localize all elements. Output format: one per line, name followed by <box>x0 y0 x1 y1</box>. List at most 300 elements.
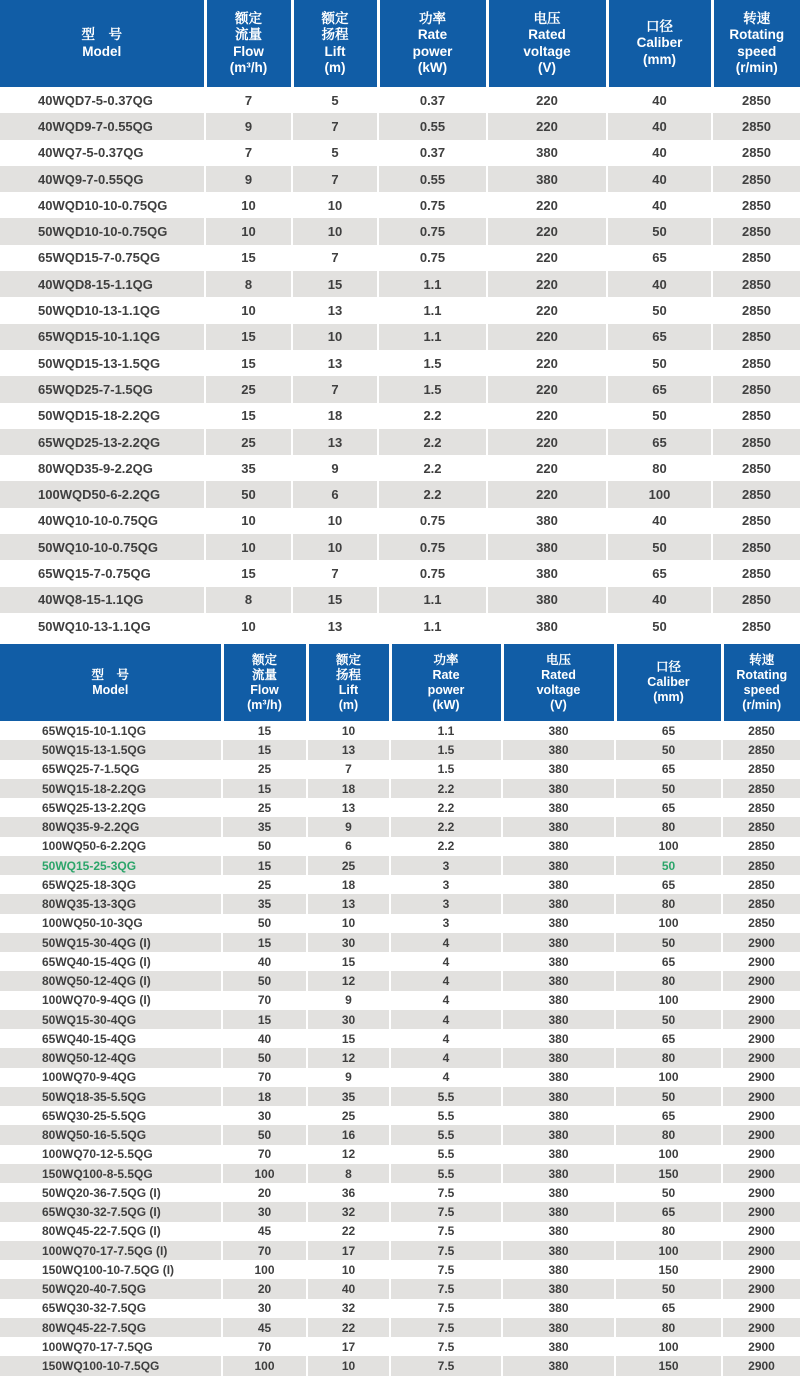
table-row <box>0 1183 800 1202</box>
model-cell: 80WQ45-22-7.5QG <box>42 1320 147 1335</box>
table-row <box>0 376 800 402</box>
power-cell: 7.5 <box>390 1202 502 1221</box>
caliber-cell: 100 <box>615 1145 722 1164</box>
model-cell: 40WQD10-10-0.75QG <box>38 197 168 213</box>
flow-cell: 50 <box>222 1125 307 1144</box>
model-cell: 100WQ70-12-5.5QG <box>42 1147 153 1162</box>
caliber-cell: 100 <box>615 914 722 933</box>
caliber-cell: 100 <box>607 481 712 507</box>
model-cell: 80WQ50-12-4QG <box>42 1051 137 1066</box>
lift-cell: 7 <box>292 560 378 586</box>
caliber-cell: 50 <box>615 1010 722 1029</box>
flow-cell: 8 <box>205 587 292 613</box>
caliber-cell: 80 <box>615 1125 722 1144</box>
model-cell: 100WQ70-17-7.5QG (I) <box>42 1243 168 1258</box>
caliber-cell: 80 <box>615 1048 722 1067</box>
voltage-cell: 380 <box>502 952 615 971</box>
table-row <box>0 1106 800 1125</box>
model-cell: 40WQ10-10-0.75QG <box>38 513 158 529</box>
power-cell: 1.5 <box>390 760 502 779</box>
voltage-cell: 380 <box>502 1048 615 1067</box>
voltage-cell: 380 <box>487 587 607 613</box>
table-row <box>0 218 800 244</box>
speed-cell: 2850 <box>722 914 800 933</box>
flow-cell: 45 <box>222 1222 307 1241</box>
speed-cell: 2850 <box>722 740 800 759</box>
column-header-power: 功率 Rate power (kW) <box>390 644 502 721</box>
flow-cell: 100 <box>222 1356 307 1375</box>
caliber-cell: 65 <box>615 1029 722 1048</box>
power-cell: 1.5 <box>378 376 487 402</box>
lift-cell: 13 <box>292 297 378 323</box>
table-row <box>0 1279 800 1298</box>
model-cell: 50WQ18-35-5.5QG <box>42 1089 147 1104</box>
lift-cell: 16 <box>307 1125 390 1144</box>
table-row <box>0 817 800 836</box>
model-cell: 100WQ50-10-3QG <box>42 916 143 931</box>
flow-cell: 25 <box>205 376 292 402</box>
lift-cell: 8 <box>307 1164 390 1183</box>
lift-cell: 10 <box>292 192 378 218</box>
model-cell: 50WQD15-13-1.5QG <box>38 355 161 371</box>
speed-cell: 2850 <box>722 779 800 798</box>
lift-cell: 5 <box>292 87 378 113</box>
flow-cell: 50 <box>222 914 307 933</box>
spec-table-1 <box>0 0 800 639</box>
speed-cell: 2850 <box>712 350 800 376</box>
flow-cell: 30 <box>222 1299 307 1318</box>
lift-cell: 10 <box>307 1356 390 1375</box>
caliber-cell: 65 <box>615 1299 722 1318</box>
speed-cell: 2900 <box>722 1356 800 1375</box>
table-row <box>0 875 800 894</box>
speed-cell: 2850 <box>722 798 800 817</box>
voltage-cell: 380 <box>502 1183 615 1202</box>
power-cell: 7.5 <box>390 1299 502 1318</box>
model-cell: 65WQ15-7-0.75QG <box>38 565 151 581</box>
lift-cell: 12 <box>307 1048 390 1067</box>
caliber-cell: 150 <box>615 1260 722 1279</box>
model-cell: 50WQ10-10-0.75QG <box>38 539 158 555</box>
speed-cell: 2900 <box>722 1125 800 1144</box>
caliber-cell: 65 <box>615 875 722 894</box>
power-cell: 2.2 <box>378 429 487 455</box>
voltage-cell: 380 <box>487 140 607 166</box>
table-row <box>0 87 800 113</box>
power-cell: 7.5 <box>390 1183 502 1202</box>
flow-cell: 70 <box>222 991 307 1010</box>
voltage-cell: 220 <box>487 429 607 455</box>
model-cell: 40WQD7-5-0.37QG <box>38 92 153 108</box>
table-row <box>0 894 800 913</box>
lift-cell: 15 <box>307 952 390 971</box>
speed-cell: 2900 <box>722 1010 800 1029</box>
power-cell: 1.5 <box>390 740 502 759</box>
model-cell: 50WQ15-13-1.5QG <box>42 743 147 758</box>
table-row <box>0 324 800 350</box>
model-cell: 65WQ30-32-7.5QG <box>42 1301 147 1316</box>
model-cell: 100WQD50-6-2.2QG <box>38 487 161 503</box>
power-cell: 4 <box>390 1029 502 1048</box>
model-cell: 80WQ35-9-2.2QG <box>42 820 140 835</box>
spec-table-2 <box>0 644 800 1376</box>
lift-cell: 15 <box>292 587 378 613</box>
column-header-model: 型 号 Model <box>0 0 205 87</box>
table-row <box>0 587 800 613</box>
lift-cell: 9 <box>292 455 378 481</box>
lift-cell: 12 <box>307 971 390 990</box>
table-row <box>0 740 800 759</box>
voltage-cell: 380 <box>487 534 607 560</box>
caliber-cell: 65 <box>607 560 712 586</box>
caliber-cell: 50 <box>615 933 722 952</box>
caliber-cell: 50 <box>615 1279 722 1298</box>
voltage-cell: 380 <box>502 1241 615 1260</box>
power-cell: 2.2 <box>390 837 502 856</box>
caliber-cell: 40 <box>607 192 712 218</box>
column-header-flow: 额定 流量 Flow (m³/h) <box>205 0 292 87</box>
table-row <box>0 455 800 481</box>
table-row <box>0 1241 800 1260</box>
column-header-power: 功率 Rate power (kW) <box>378 0 487 87</box>
flow-cell: 10 <box>205 218 292 244</box>
voltage-cell: 380 <box>502 1222 615 1241</box>
caliber-cell: 65 <box>607 429 712 455</box>
power-cell: 2.2 <box>390 798 502 817</box>
caliber-cell: 80 <box>615 894 722 913</box>
power-cell: 2.2 <box>378 455 487 481</box>
speed-cell: 2850 <box>722 894 800 913</box>
caliber-cell: 150 <box>615 1356 722 1375</box>
caliber-cell: 65 <box>615 1106 722 1125</box>
speed-cell: 2850 <box>712 113 800 139</box>
table-row <box>0 991 800 1010</box>
speed-cell: 2900 <box>722 1048 800 1067</box>
voltage-cell: 380 <box>502 1356 615 1375</box>
voltage-cell: 380 <box>502 740 615 759</box>
lift-cell: 9 <box>307 1068 390 1087</box>
lift-cell: 25 <box>307 1106 390 1125</box>
flow-cell: 10 <box>205 192 292 218</box>
power-cell: 2.2 <box>390 817 502 836</box>
voltage-cell: 380 <box>502 1087 615 1106</box>
model-cell: 65WQ15-10-1.1QG <box>42 723 147 738</box>
model-cell: 150WQ100-10-7.5QG (I) <box>42 1262 175 1277</box>
power-cell: 4 <box>390 933 502 952</box>
caliber-cell: 40 <box>607 140 712 166</box>
flow-cell: 35 <box>205 455 292 481</box>
model-cell: 80WQ50-16-5.5QG <box>42 1128 147 1143</box>
lift-cell: 13 <box>292 429 378 455</box>
power-cell: 1.5 <box>378 350 487 376</box>
flow-cell: 10 <box>205 534 292 560</box>
model-cell: 50WQ20-40-7.5QG <box>42 1282 147 1297</box>
lift-cell: 7 <box>307 760 390 779</box>
table-row <box>0 166 800 192</box>
model-cell: 80WQ35-13-3QG <box>42 897 137 912</box>
flow-cell: 45 <box>222 1318 307 1337</box>
lift-cell: 10 <box>307 1260 390 1279</box>
caliber-cell: 50 <box>615 1183 722 1202</box>
speed-cell: 2850 <box>722 875 800 894</box>
caliber-cell: 50 <box>607 350 712 376</box>
lift-cell: 25 <box>307 856 390 875</box>
speed-cell: 2850 <box>712 560 800 586</box>
power-cell: 4 <box>390 1048 502 1067</box>
power-cell: 3 <box>390 894 502 913</box>
flow-cell: 10 <box>205 297 292 323</box>
table-row <box>0 271 800 297</box>
speed-cell: 2900 <box>722 1202 800 1221</box>
speed-cell: 2900 <box>722 1337 800 1356</box>
flow-cell: 7 <box>205 140 292 166</box>
voltage-cell: 380 <box>502 837 615 856</box>
table-row <box>0 481 800 507</box>
lift-cell: 6 <box>292 481 378 507</box>
lift-cell: 9 <box>307 991 390 1010</box>
lift-cell: 5 <box>292 140 378 166</box>
table-row <box>0 1068 800 1087</box>
speed-cell: 2850 <box>712 534 800 560</box>
power-cell: 0.37 <box>378 87 487 113</box>
caliber-cell: 100 <box>615 991 722 1010</box>
speed-cell: 2850 <box>722 721 800 740</box>
power-cell: 0.75 <box>378 192 487 218</box>
caliber-cell: 40 <box>607 587 712 613</box>
flow-cell: 15 <box>205 324 292 350</box>
table-row <box>0 914 800 933</box>
caliber-cell: 50 <box>607 534 712 560</box>
model-cell: 50WQ15-18-2.2QG <box>42 781 147 796</box>
table-row <box>0 798 800 817</box>
flow-cell: 15 <box>222 740 307 759</box>
model-cell: 40WQD8-15-1.1QG <box>38 276 153 292</box>
lift-cell: 22 <box>307 1222 390 1241</box>
caliber-cell: 80 <box>615 817 722 836</box>
voltage-cell: 380 <box>502 1106 615 1125</box>
voltage-cell: 380 <box>502 817 615 836</box>
speed-cell: 2850 <box>712 429 800 455</box>
model-cell: 65WQD15-7-0.75QG <box>38 250 161 266</box>
caliber-cell: 50 <box>615 779 722 798</box>
power-cell: 1.1 <box>378 324 487 350</box>
speed-cell: 2900 <box>722 1279 800 1298</box>
voltage-cell: 380 <box>502 760 615 779</box>
lift-cell: 13 <box>292 350 378 376</box>
speed-cell: 2900 <box>722 1164 800 1183</box>
speed-cell: 2850 <box>712 587 800 613</box>
lift-cell: 9 <box>307 817 390 836</box>
power-cell: 7.5 <box>390 1356 502 1375</box>
voltage-cell: 380 <box>502 1010 615 1029</box>
power-cell: 7.5 <box>390 1318 502 1337</box>
table-row <box>0 1010 800 1029</box>
model-cell: 50WQD10-10-0.75QG <box>38 224 168 240</box>
power-cell: 4 <box>390 971 502 990</box>
voltage-cell: 380 <box>502 798 615 817</box>
flow-cell: 15 <box>222 779 307 798</box>
flow-cell: 25 <box>222 760 307 779</box>
voltage-cell: 380 <box>502 721 615 740</box>
lift-cell: 6 <box>307 837 390 856</box>
caliber-cell: 50 <box>607 613 712 639</box>
table-row <box>0 933 800 952</box>
voltage-cell: 220 <box>487 192 607 218</box>
voltage-cell: 380 <box>502 914 615 933</box>
voltage-cell: 380 <box>502 1164 615 1183</box>
voltage-cell: 380 <box>502 894 615 913</box>
voltage-cell: 380 <box>502 991 615 1010</box>
model-cell: 65WQ25-18-3QG <box>42 877 137 892</box>
caliber-cell: 65 <box>607 324 712 350</box>
voltage-cell: 380 <box>502 1145 615 1164</box>
spec-table-1-header <box>0 0 800 87</box>
model-cell: 80WQ50-12-4QG (I) <box>42 974 151 989</box>
caliber-cell: 40 <box>607 113 712 139</box>
model-cell: 65WQ30-32-7.5QG (I) <box>42 1205 161 1220</box>
column-header-speed: 转速 Rotating speed (r/min) <box>722 644 800 721</box>
speed-cell: 2850 <box>712 455 800 481</box>
power-cell: 4 <box>390 952 502 971</box>
caliber-cell: 40 <box>607 271 712 297</box>
flow-cell: 20 <box>222 1279 307 1298</box>
model-cell: 100WQ50-6-2.2QG <box>42 839 147 854</box>
lift-cell: 10 <box>307 721 390 740</box>
voltage-cell: 220 <box>487 113 607 139</box>
model-cell: 150WQ100-10-7.5QG <box>42 1359 160 1374</box>
column-header-flow: 额定 流量 Flow (m³/h) <box>222 644 307 721</box>
speed-cell: 2850 <box>722 856 800 875</box>
voltage-cell: 380 <box>502 971 615 990</box>
table-row <box>0 534 800 560</box>
speed-cell: 2850 <box>712 140 800 166</box>
model-cell: 65WQ40-15-4QG (I) <box>42 954 151 969</box>
voltage-cell: 380 <box>487 613 607 639</box>
caliber-cell: 65 <box>615 760 722 779</box>
voltage-cell: 380 <box>502 1202 615 1221</box>
table-row <box>0 140 800 166</box>
flow-cell: 35 <box>222 894 307 913</box>
power-cell: 1.1 <box>378 587 487 613</box>
flow-cell: 15 <box>205 350 292 376</box>
flow-cell: 70 <box>222 1145 307 1164</box>
speed-cell: 2900 <box>722 1068 800 1087</box>
power-cell: 4 <box>390 991 502 1010</box>
power-cell: 7.5 <box>390 1337 502 1356</box>
spec-table-2-header <box>0 644 800 721</box>
speed-cell: 2900 <box>722 933 800 952</box>
speed-cell: 2850 <box>712 613 800 639</box>
lift-cell: 10 <box>292 218 378 244</box>
power-cell: 1.1 <box>378 271 487 297</box>
speed-cell: 2900 <box>722 1145 800 1164</box>
lift-cell: 22 <box>307 1318 390 1337</box>
flow-cell: 70 <box>222 1241 307 1260</box>
flow-cell: 100 <box>222 1164 307 1183</box>
lift-cell: 30 <box>307 933 390 952</box>
power-cell: 4 <box>390 1068 502 1087</box>
speed-cell: 2900 <box>722 991 800 1010</box>
flow-cell: 70 <box>222 1337 307 1356</box>
power-cell: 0.75 <box>378 245 487 271</box>
flow-cell: 25 <box>222 798 307 817</box>
voltage-cell: 380 <box>502 1125 615 1144</box>
table-row <box>0 1356 800 1375</box>
column-header-lift: 额定 扬程 Lift (m) <box>292 0 378 87</box>
flow-cell: 20 <box>222 1183 307 1202</box>
table-row <box>0 1145 800 1164</box>
speed-cell: 2900 <box>722 1299 800 1318</box>
caliber-cell: 65 <box>615 721 722 740</box>
table-row <box>0 1318 800 1337</box>
column-header-lift: 额定 扬程 Lift (m) <box>307 644 390 721</box>
speed-cell: 2850 <box>712 218 800 244</box>
caliber-cell: 65 <box>607 376 712 402</box>
model-cell: 50WQD10-13-1.1QG <box>38 303 161 319</box>
caliber-cell: 80 <box>615 1222 722 1241</box>
speed-cell: 2900 <box>722 1222 800 1241</box>
table-row <box>0 1222 800 1241</box>
flow-cell: 50 <box>205 481 292 507</box>
column-header-model: 型 号 Model <box>0 644 222 721</box>
power-cell: 0.75 <box>378 534 487 560</box>
voltage-cell: 220 <box>487 271 607 297</box>
model-cell: 50WQ20-36-7.5QG (I) <box>42 1185 161 1200</box>
model-cell: 80WQ45-22-7.5QG (I) <box>42 1224 161 1239</box>
flow-cell: 40 <box>222 1029 307 1048</box>
flow-cell: 70 <box>222 1068 307 1087</box>
power-cell: 4 <box>390 1010 502 1029</box>
model-cell: 50WQ15-25-3QG <box>42 858 137 873</box>
lift-cell: 32 <box>307 1202 390 1221</box>
lift-cell: 7 <box>292 166 378 192</box>
lift-cell: 10 <box>292 534 378 560</box>
flow-cell: 50 <box>222 971 307 990</box>
lift-cell: 10 <box>292 508 378 534</box>
table-row <box>0 403 800 429</box>
column-header-caliber: 口径 Caliber (mm) <box>607 0 712 87</box>
model-cell: 65WQ25-13-2.2QG <box>42 800 147 815</box>
table-row <box>0 350 800 376</box>
model-cell: 65WQ40-15-4QG <box>42 1031 137 1046</box>
speed-cell: 2850 <box>712 508 800 534</box>
speed-cell: 2900 <box>722 1106 800 1125</box>
voltage-cell: 220 <box>487 403 607 429</box>
power-cell: 7.5 <box>390 1279 502 1298</box>
table-row <box>0 952 800 971</box>
lift-cell: 10 <box>307 914 390 933</box>
caliber-cell: 50 <box>615 740 722 759</box>
lift-cell: 7 <box>292 376 378 402</box>
flow-cell: 25 <box>222 875 307 894</box>
lift-cell: 40 <box>307 1279 390 1298</box>
table-row <box>0 779 800 798</box>
power-cell: 5.5 <box>390 1087 502 1106</box>
table-row <box>0 971 800 990</box>
table-row <box>0 1260 800 1279</box>
speed-cell: 2850 <box>712 245 800 271</box>
speed-cell: 2900 <box>722 952 800 971</box>
table-row <box>0 508 800 534</box>
table-row <box>0 1202 800 1221</box>
speed-cell: 2850 <box>712 297 800 323</box>
caliber-cell: 100 <box>615 837 722 856</box>
table-row <box>0 721 800 740</box>
flow-cell: 15 <box>222 933 307 952</box>
speed-cell: 2900 <box>722 971 800 990</box>
voltage-cell: 220 <box>487 455 607 481</box>
model-cell: 40WQ8-15-1.1QG <box>38 592 144 608</box>
